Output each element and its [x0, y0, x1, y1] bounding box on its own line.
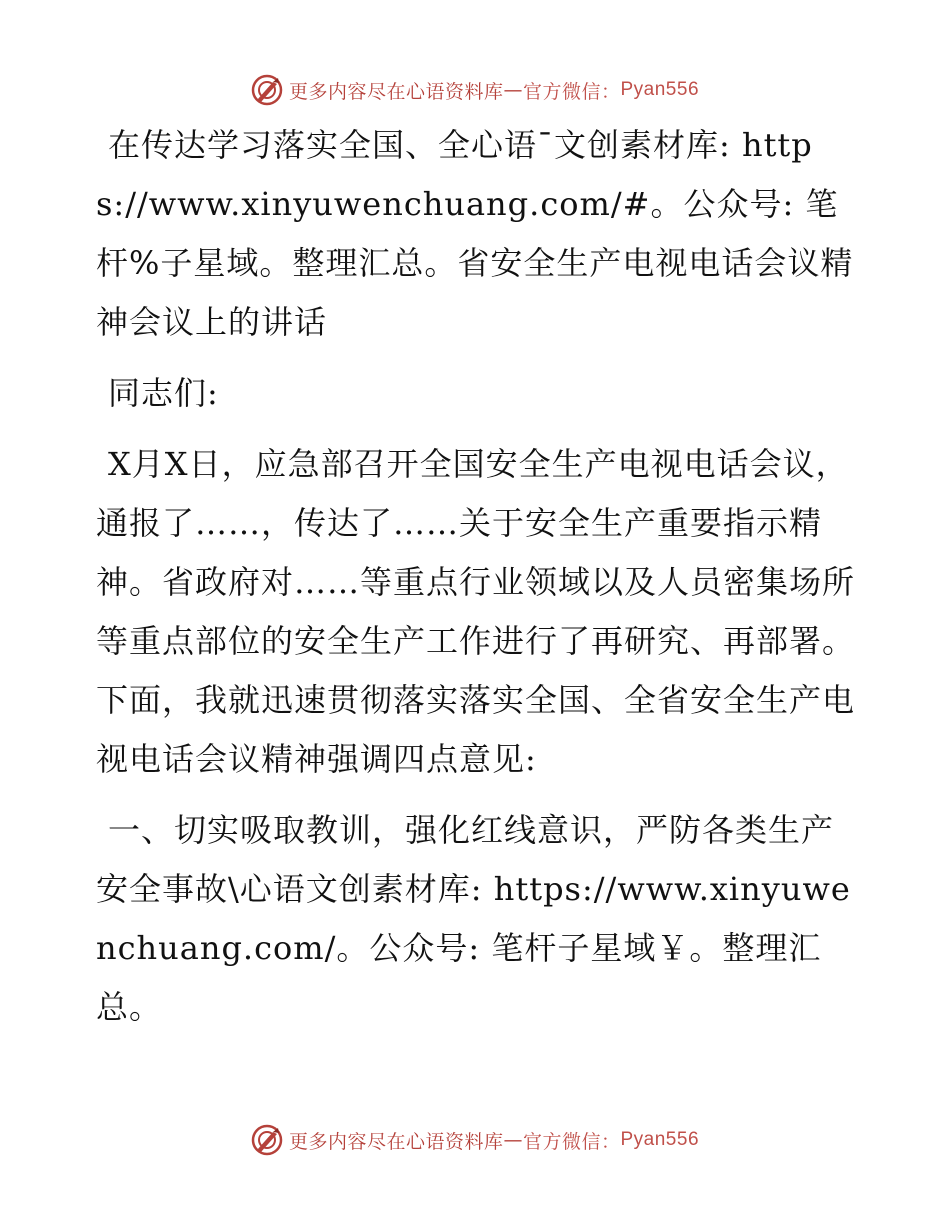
- paragraph-title: 在传达学习落实全国、全心语¯文创素材库: https://www.xinyuwenchuang.com/#。公众号: 笔杆%子星域。整理汇总。省安全生产电视电话会议精神会议上的讲话: [96, 126, 854, 341]
- footer-banner: [0, 1122, 950, 1158]
- pen-logo-icon: [251, 1124, 283, 1156]
- pen-logo-icon: [251, 74, 283, 106]
- footer-wechat-label: 官方微信：: [522, 1130, 621, 1153]
- header-banner: [0, 72, 950, 108]
- header-brand-text: 更多内容尽在心语资料库: [288, 80, 504, 103]
- header-wechat-id: Pyan556: [620, 79, 700, 100]
- paragraph-section-one: 一、切实吸取教训，强化红线意识，严防各类生产安全事故\心语文创素材库: https://www.xinyuwenchuang.com/。公众号: 笔杆子星域￥。整理汇总。: [96, 811, 851, 1026]
- header-dash: —: [503, 79, 523, 101]
- paragraph-salutation: 同志们:: [108, 374, 219, 412]
- footer-dash: —: [503, 1129, 523, 1151]
- paragraph-intro: X月X日，应急部召开全国安全生产电视电话会议，通报了……，传达了……关于安全生产重要指示精神。省政府对……等重点行业领域以及人员密集场所等重点部位的安全生产工作进行了再研究、再部署。下面，我就迅速贯彻落实落实全国、全省安全生产电视电话会议精神强调四点意见:: [96, 445, 856, 778]
- footer-wechat-id: Pyan556: [620, 1129, 700, 1150]
- document-body: [96, 116, 856, 1049]
- header-wechat-label: 官方微信：: [522, 80, 621, 103]
- footer-brand-text: 更多内容尽在心语资料库: [288, 1130, 504, 1153]
